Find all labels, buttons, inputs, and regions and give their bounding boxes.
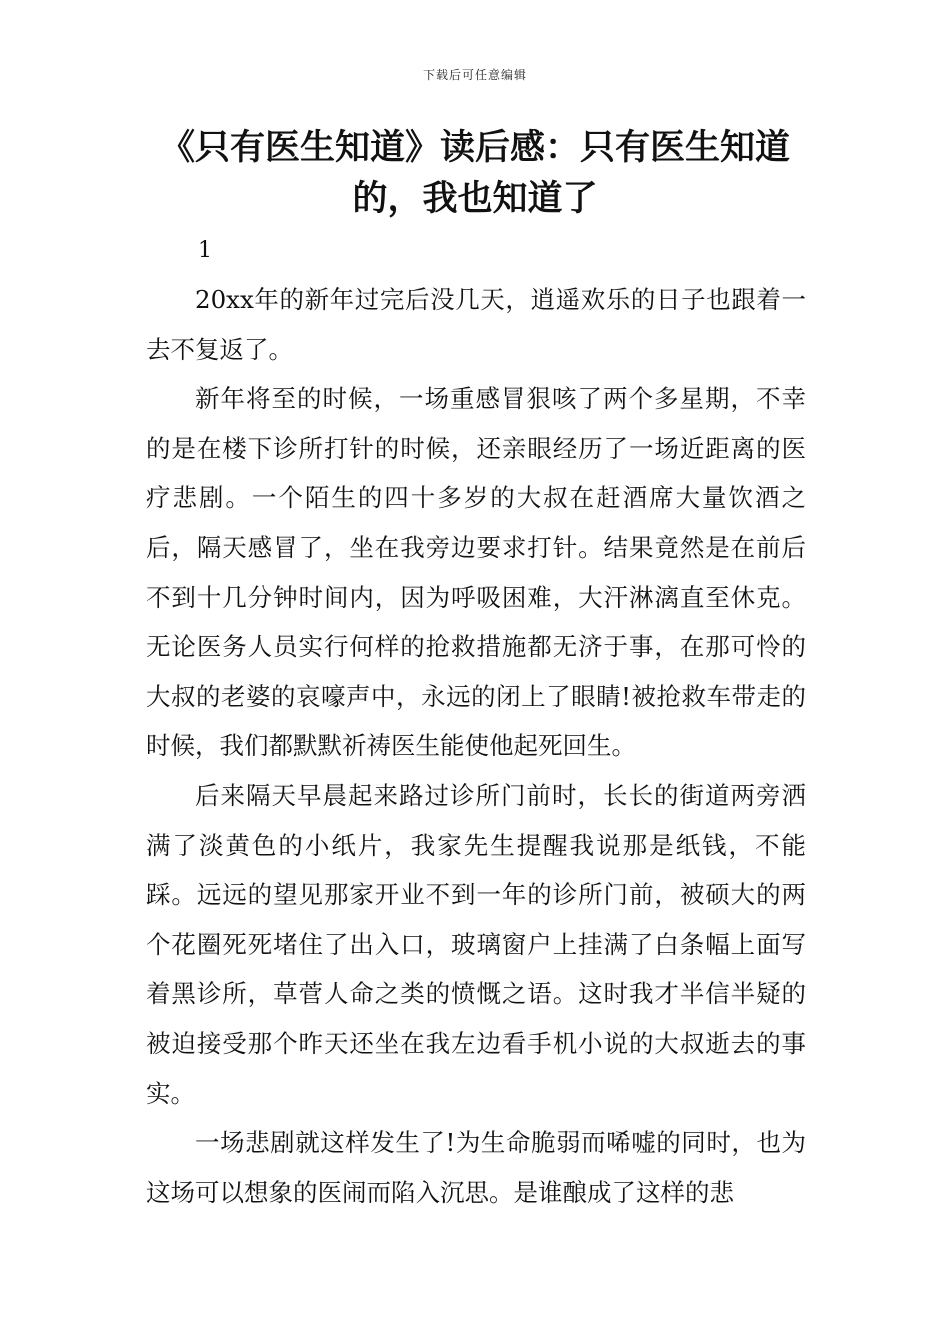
body-text xyxy=(146,275,806,1217)
paragraph: 新年将至的时候，一场重感冒狠咳了两个多星期，不幸的是在楼下诊所打针的时候，还亲眼经历了一场近距离的医疗悲剧。一个陌生的四十多岁的大叔在赶酒席大量饮酒之后，隔天感冒了，坐在我旁边要求打针。结果竟然是在前后不到十几分钟时间内，因为呼吸困难，大汗淋漓直至休克。无论医务人员实行何样的抢救措施都无济于事，在那可怜的大叔的老婆的哀嚎声中，永远的闭上了眼睛!被抢救车带走的时候，我们都默默祈祷医生能使他起死回生。 xyxy=(146,384,806,761)
paragraph: 后来隔天早晨起来路过诊所门前时，长长的街道两旁洒满了淡黄色的小纸片，我家先生提醒我说那是纸钱，不能踩。远远的望见那家开业不到一年的诊所门前，被硕大的两个花圈死死堵住了出入口，玻璃窗户上挂满了白条幅上面写着黑诊所，草菅人命之类的愤慨之语。这时我才半信半疑的被迫接受那个昨天还坐在我左边看手机小说的大叔逝去的事实。 xyxy=(146,780,806,1108)
header-note: 下载后可任意编辑 xyxy=(422,68,527,82)
paragraph: 一场悲剧就这样发生了!为生命脆弱而唏嘘的同时，也为这场可以想象的医闹而陷入沉思。是谁酿成了这样的悲 xyxy=(146,1128,806,1207)
document-title: 《只有医生知道》读后感：只有医生知道的，我也知道了 xyxy=(159,128,790,219)
section-number: 1 xyxy=(198,238,212,263)
paragraph: 20xx年的新年过完后没几天，逍遥欢乐的日子也跟着一去不复返了。 xyxy=(146,285,806,364)
